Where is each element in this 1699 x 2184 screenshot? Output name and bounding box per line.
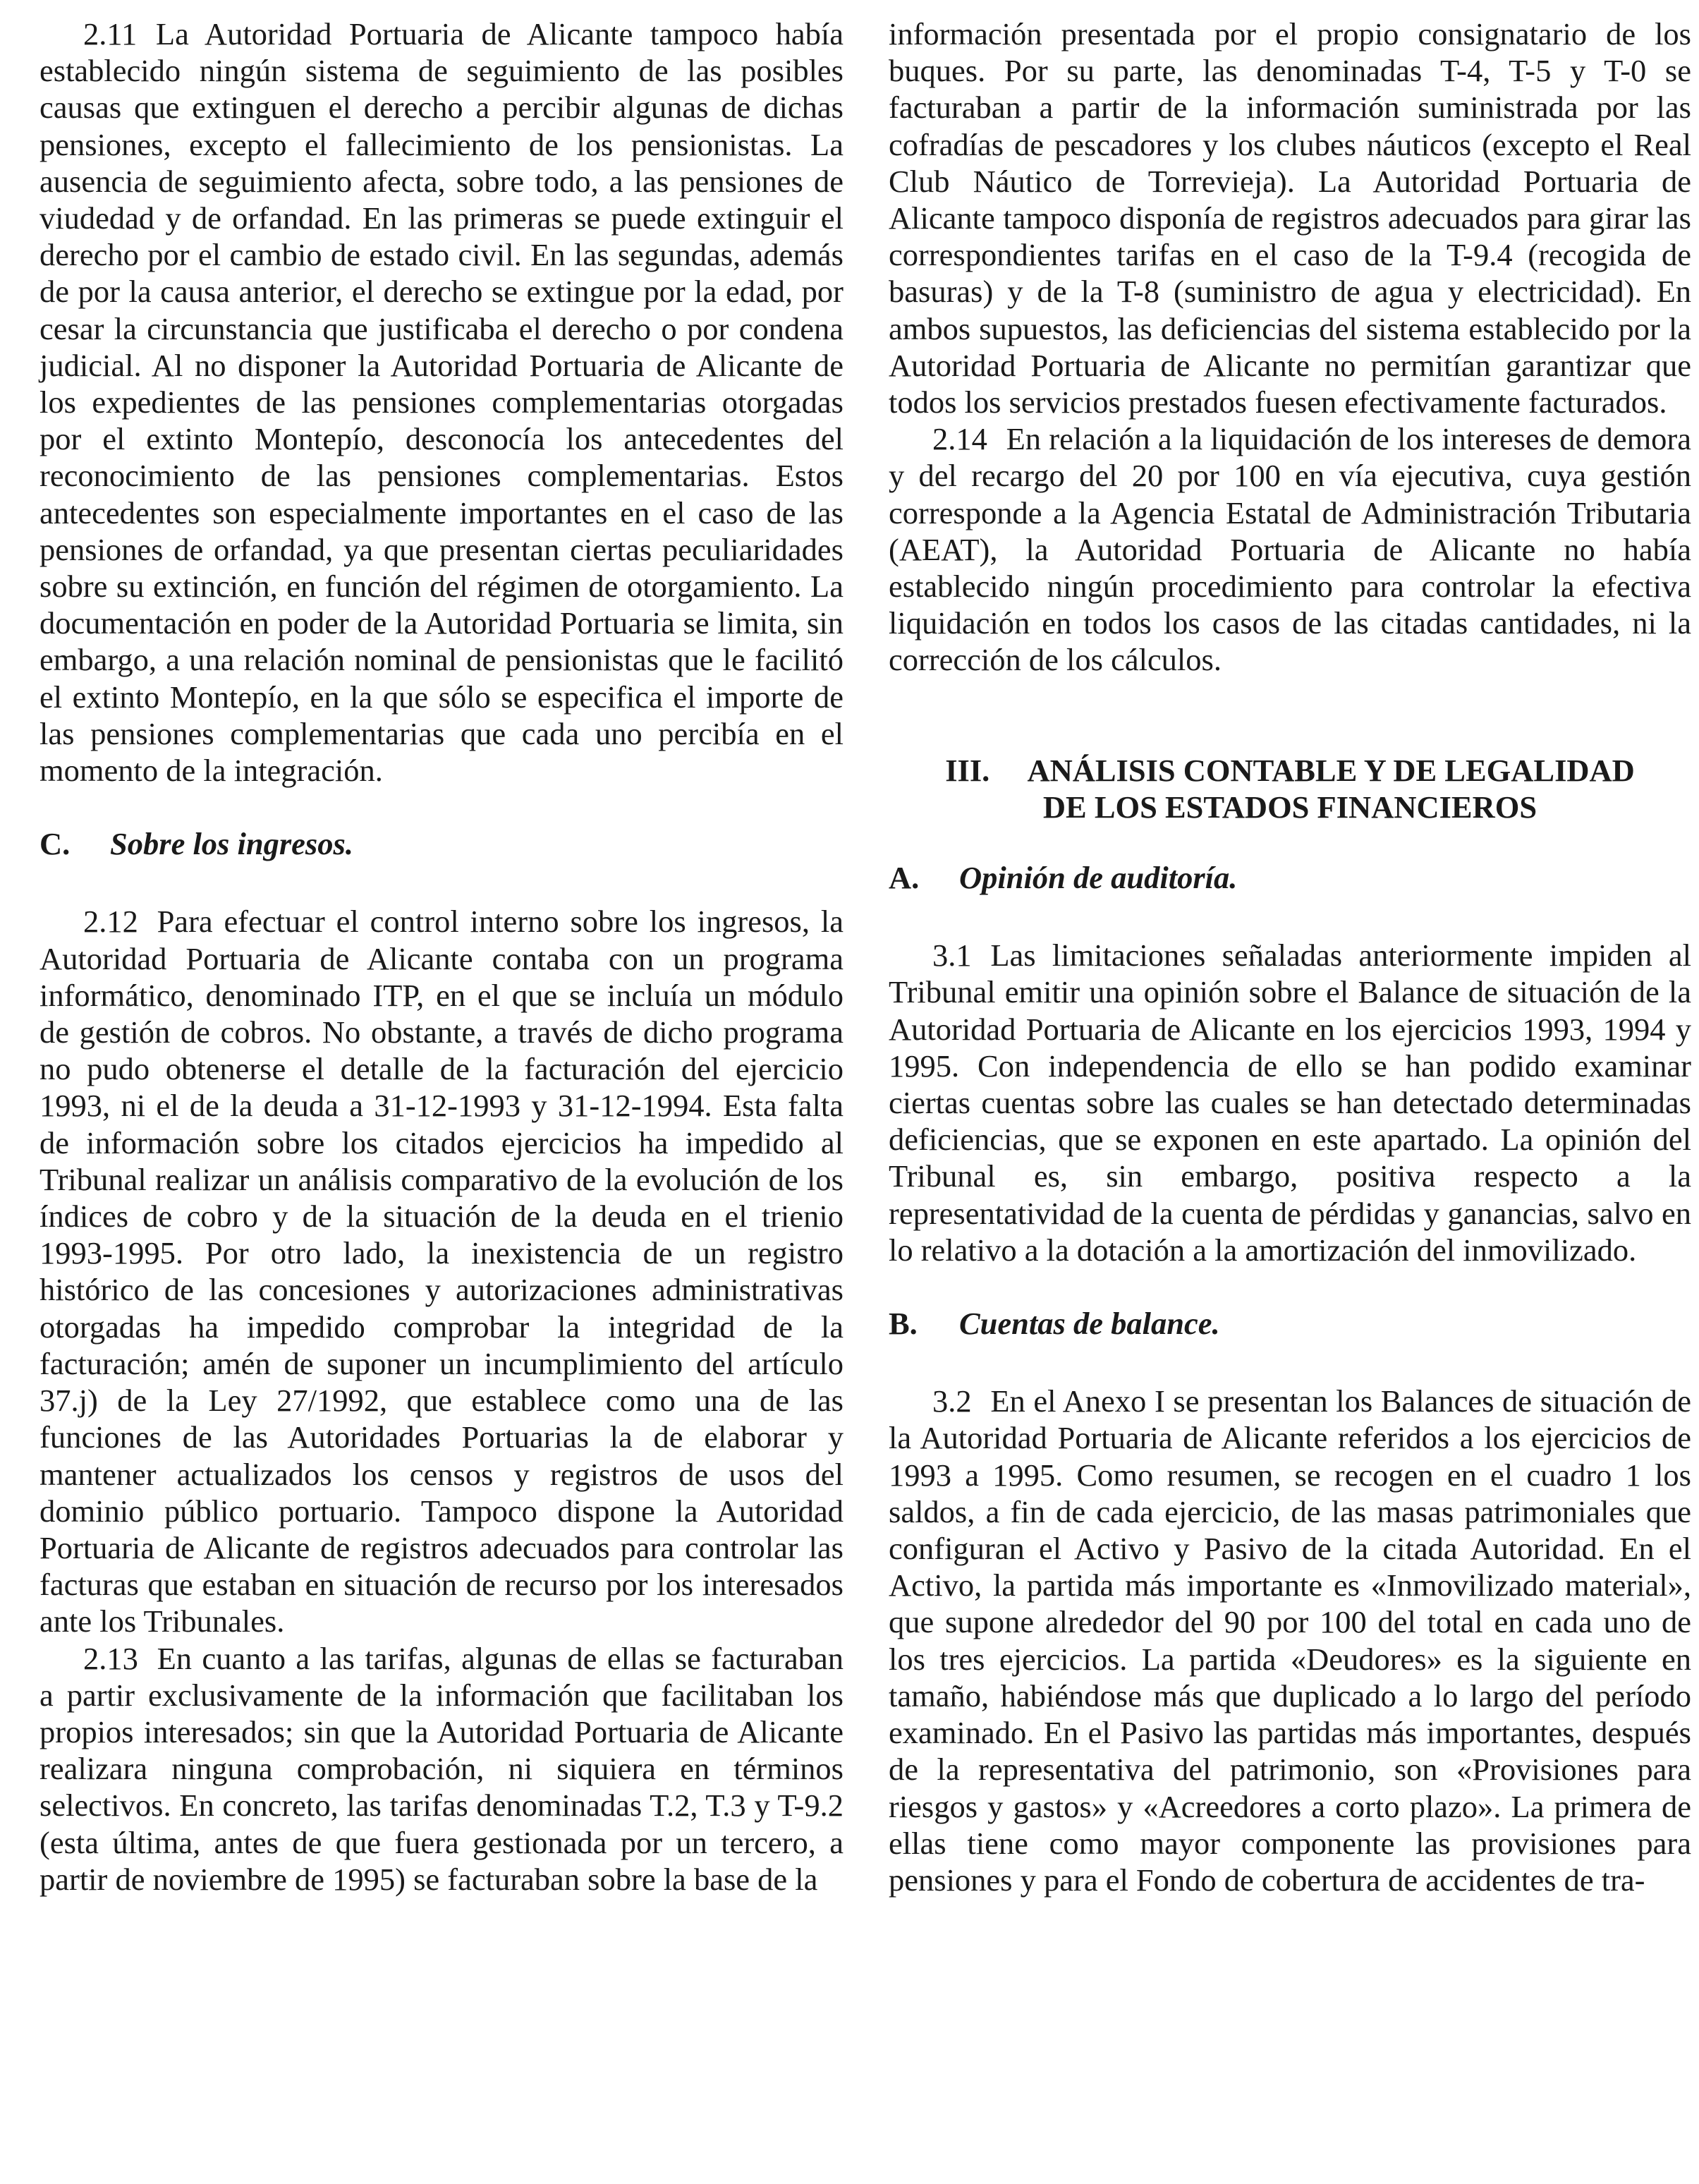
subheading-a — [889, 859, 1691, 896]
left-column — [39, 16, 844, 1898]
right-column — [889, 16, 1691, 1898]
subheading-letter: A. — [889, 860, 920, 896]
paragraph-2-11 — [39, 16, 844, 789]
subheading-letter: B. — [889, 1306, 918, 1342]
spacer — [39, 789, 844, 825]
spacer — [889, 825, 1691, 859]
two-column-layout — [39, 16, 1699, 1898]
spacer — [889, 1342, 1691, 1383]
paragraph-text: Para efectuar el control interno sobre los ingresos, la Autoridad Portuaria de Alicante contaba con un programa informático, denominado ITP, en el que se incluía un módulo de gestión de cobros. No obstante, a través de dicho programa no pudo obtenerse el detalle de la facturación del ejercicio 1993, ni el de la deuda a 31-12-1993 y 31-12-1994. Esta falta de información sobre los citados ejercicios ha impedido al Tribunal realizar un análisis comparativo de la evolución de los índices de cobro y de la situación de la deuda en el trienio 1993-1995. Por otro lado, la inexistencia de un registro histórico de las concesiones y autorizaciones administrativas otorgadas ha impedido comprobar la integridad de la facturación; amén de suponer un incumplimiento del artículo 37.j) de la Ley 27/1992, que establece como una de las funciones de las Autoridades Portuarias la de elaborar y mantener actualizados los censos y registros de usos del dominio público portuario. Tampoco dispone la Autoridad Portuaria de Alicante de registros adecuados para controlar las facturas que estaban en situación de recurso por los interesados ante los Tribunales. — [39, 904, 844, 1639]
subheading-c — [39, 825, 844, 862]
paragraph-number: 2.14 — [932, 421, 987, 457]
paragraph-2-13 — [39, 1640, 844, 1898]
spacer — [889, 1268, 1691, 1305]
paragraph-number: 2.13 — [83, 1640, 138, 1676]
paragraph-text: La Autoridad Portuaria de Alicante tampoco había establecido ningún sistema de seguimiento de las posibles causas que extinguen el derecho a percibir algunas de dichas pensiones, excepto el fallecimiento de los pensionistas. La ausencia de seguimiento afecta, sobre todo, a las pensiones de viudedad y de orfandad. En las primeras se puede extinguir el derecho por el cambio de estado civil. En las segundas, además de por la causa anterior, el derecho se extingue por la edad, por cesar la circunstancia que justificaba el derecho o por condena judicial. Al no disponer la Autoridad Portuaria de Alicante de los expedientes de las pensiones complementarias otorgadas por el extinto Montepío, desconocía los antecedentes del reconocimiento de las pensiones complementarias. Estos antecedentes son especialmente importantes en el caso de las pensiones de orfandad, ya que presentan ciertas peculiaridades sobre su extinción, en función del régimen de otorgamiento. La documentación en poder de la Autoridad Portuaria se limita, sin embargo, a una relación nominal de pensionistas que le facilitó el extinto Montepío, en la que sólo se especifica el importe de las pensiones complementarias que cada uno percibía en el momento de la integración. — [39, 16, 844, 789]
paragraph-2-12 — [39, 903, 844, 1639]
subheading-b — [889, 1305, 1691, 1342]
paragraph-2-13-continued — [889, 16, 1691, 420]
subheading-title: Opinión de auditoría. — [959, 860, 1238, 896]
subheading-letter: C. — [39, 826, 71, 862]
paragraph-text: En relación a la liquidación de los intereses de demora y del recargo del 20 por 100 en vía ejecutiva, cuya gestión corresponde a la Agencia Estatal de Administración Tributaria (AEAT), la Autoridad Portuaria de Alicante no había establecido ningún procedimiento para controlar la efectiva liquidación en todos los casos de las citadas cantidades, ni la corrección de los cálculos. — [889, 421, 1691, 678]
paragraph-number: 2.11 — [83, 16, 138, 51]
subheading-title: Cuentas de balance. — [959, 1306, 1220, 1342]
section-heading-line: DE LOS ESTADOS FINANCIEROS — [1042, 789, 1537, 825]
paragraph-text: En el Anexo I se presentan los Balances de situación de la Autoridad Portuaria de Alicante referidos a los ejercicios de 1993 a 1995. Como resumen, se recogen en el cuadro 1 los saldos, a fin de cada ejercicio, de las masas patrimoniales que configuran el Activo y Pasivo de la citada Autoridad. En el Activo, la partida más importante es «Inmovilizado material», que supone alrededor del 90 por 100 del total en cada uno de los tres ejercicios. La partida «Deudores» es la siguiente en tamaño, habiéndose más que duplicado a lo largo del período examinado. En el Pasivo las partidas más importantes, después de la representativa del patrimonio, son «Provisiones para riesgos y gastos» y «Acreedores a corto plazo». La primera de ellas tiene como mayor componente las provisiones para pensiones y para el Fondo de cobertura de accidentes de tra- — [889, 1383, 1691, 1898]
subheading-title: Sobre los ingresos. — [110, 826, 353, 862]
paragraph-number: 2.12 — [83, 904, 138, 940]
paragraph-text: Las limitaciones señaladas anteriormente impiden al Tribunal emitir una opinión sobre el Balance de situación de la Autoridad Portuaria de Alicante en los ejercicios 1993, 1994 y 1995. Con independencia de ello se han podido examinar ciertas cuentas sobre las cuales se han detectado determinadas deficiencias, que se exponen en este apartado. La opinión del Tribunal es, sin embargo, positiva respecto a la representatividad de la cuenta de pérdidas y ganancias, salvo en lo relativo a la dotación a la amortización del inmovilizado. — [889, 938, 1691, 1268]
paragraph-number: 3.2 — [932, 1383, 972, 1419]
section-heading-line: III. ANÁLISIS CONTABLE Y DE LEGALIDAD — [945, 752, 1635, 788]
paragraph-text: información presentada por el propio consignatario de los buques. Por su parte, las denominadas T-4, T-5 y T-0 se facturaban a partir de la información suministrada por las cofradías de pescadores y los clubes náuticos (excepto el Real Club Náutico de Torrevieja). La Autoridad Portuaria de Alicante tampoco disponía de registros adecuados para girar las correspondientes tarifas en el caso de la T-9.4 (recogida de basuras) y de la T-8 (suministro de agua y electricidad). En ambos supuestos, las deficiencias del sistema establecido por la Autoridad Portuaria de Alicante no permitían garantizar que todos los servicios prestados fuesen efectivamente facturados. — [889, 16, 1691, 420]
paragraph-3-1 — [889, 937, 1691, 1268]
spacer — [889, 679, 1691, 752]
paragraph-number: 3.1 — [932, 938, 972, 973]
spacer — [39, 862, 844, 903]
paragraph-3-2 — [889, 1383, 1691, 1898]
paragraph-2-14 — [889, 420, 1691, 678]
spacer — [889, 896, 1691, 937]
paragraph-text: En cuanto a las tarifas, algunas de ellas se facturaban a partir exclusivamente de la información que facilitaban los propios interesados; sin que la Autoridad Portuaria de Alicante realizara ninguna comprobación, ni siquiera en términos selectivos. En concreto, las tarifas denominadas T.2, T.3 y T-9.2 (esta última, antes de que fuera gestionada por un tercero, a partir de noviembre de 1995) se facturaban sobre la base de la — [39, 1640, 844, 1897]
section-heading-iii — [889, 752, 1691, 825]
